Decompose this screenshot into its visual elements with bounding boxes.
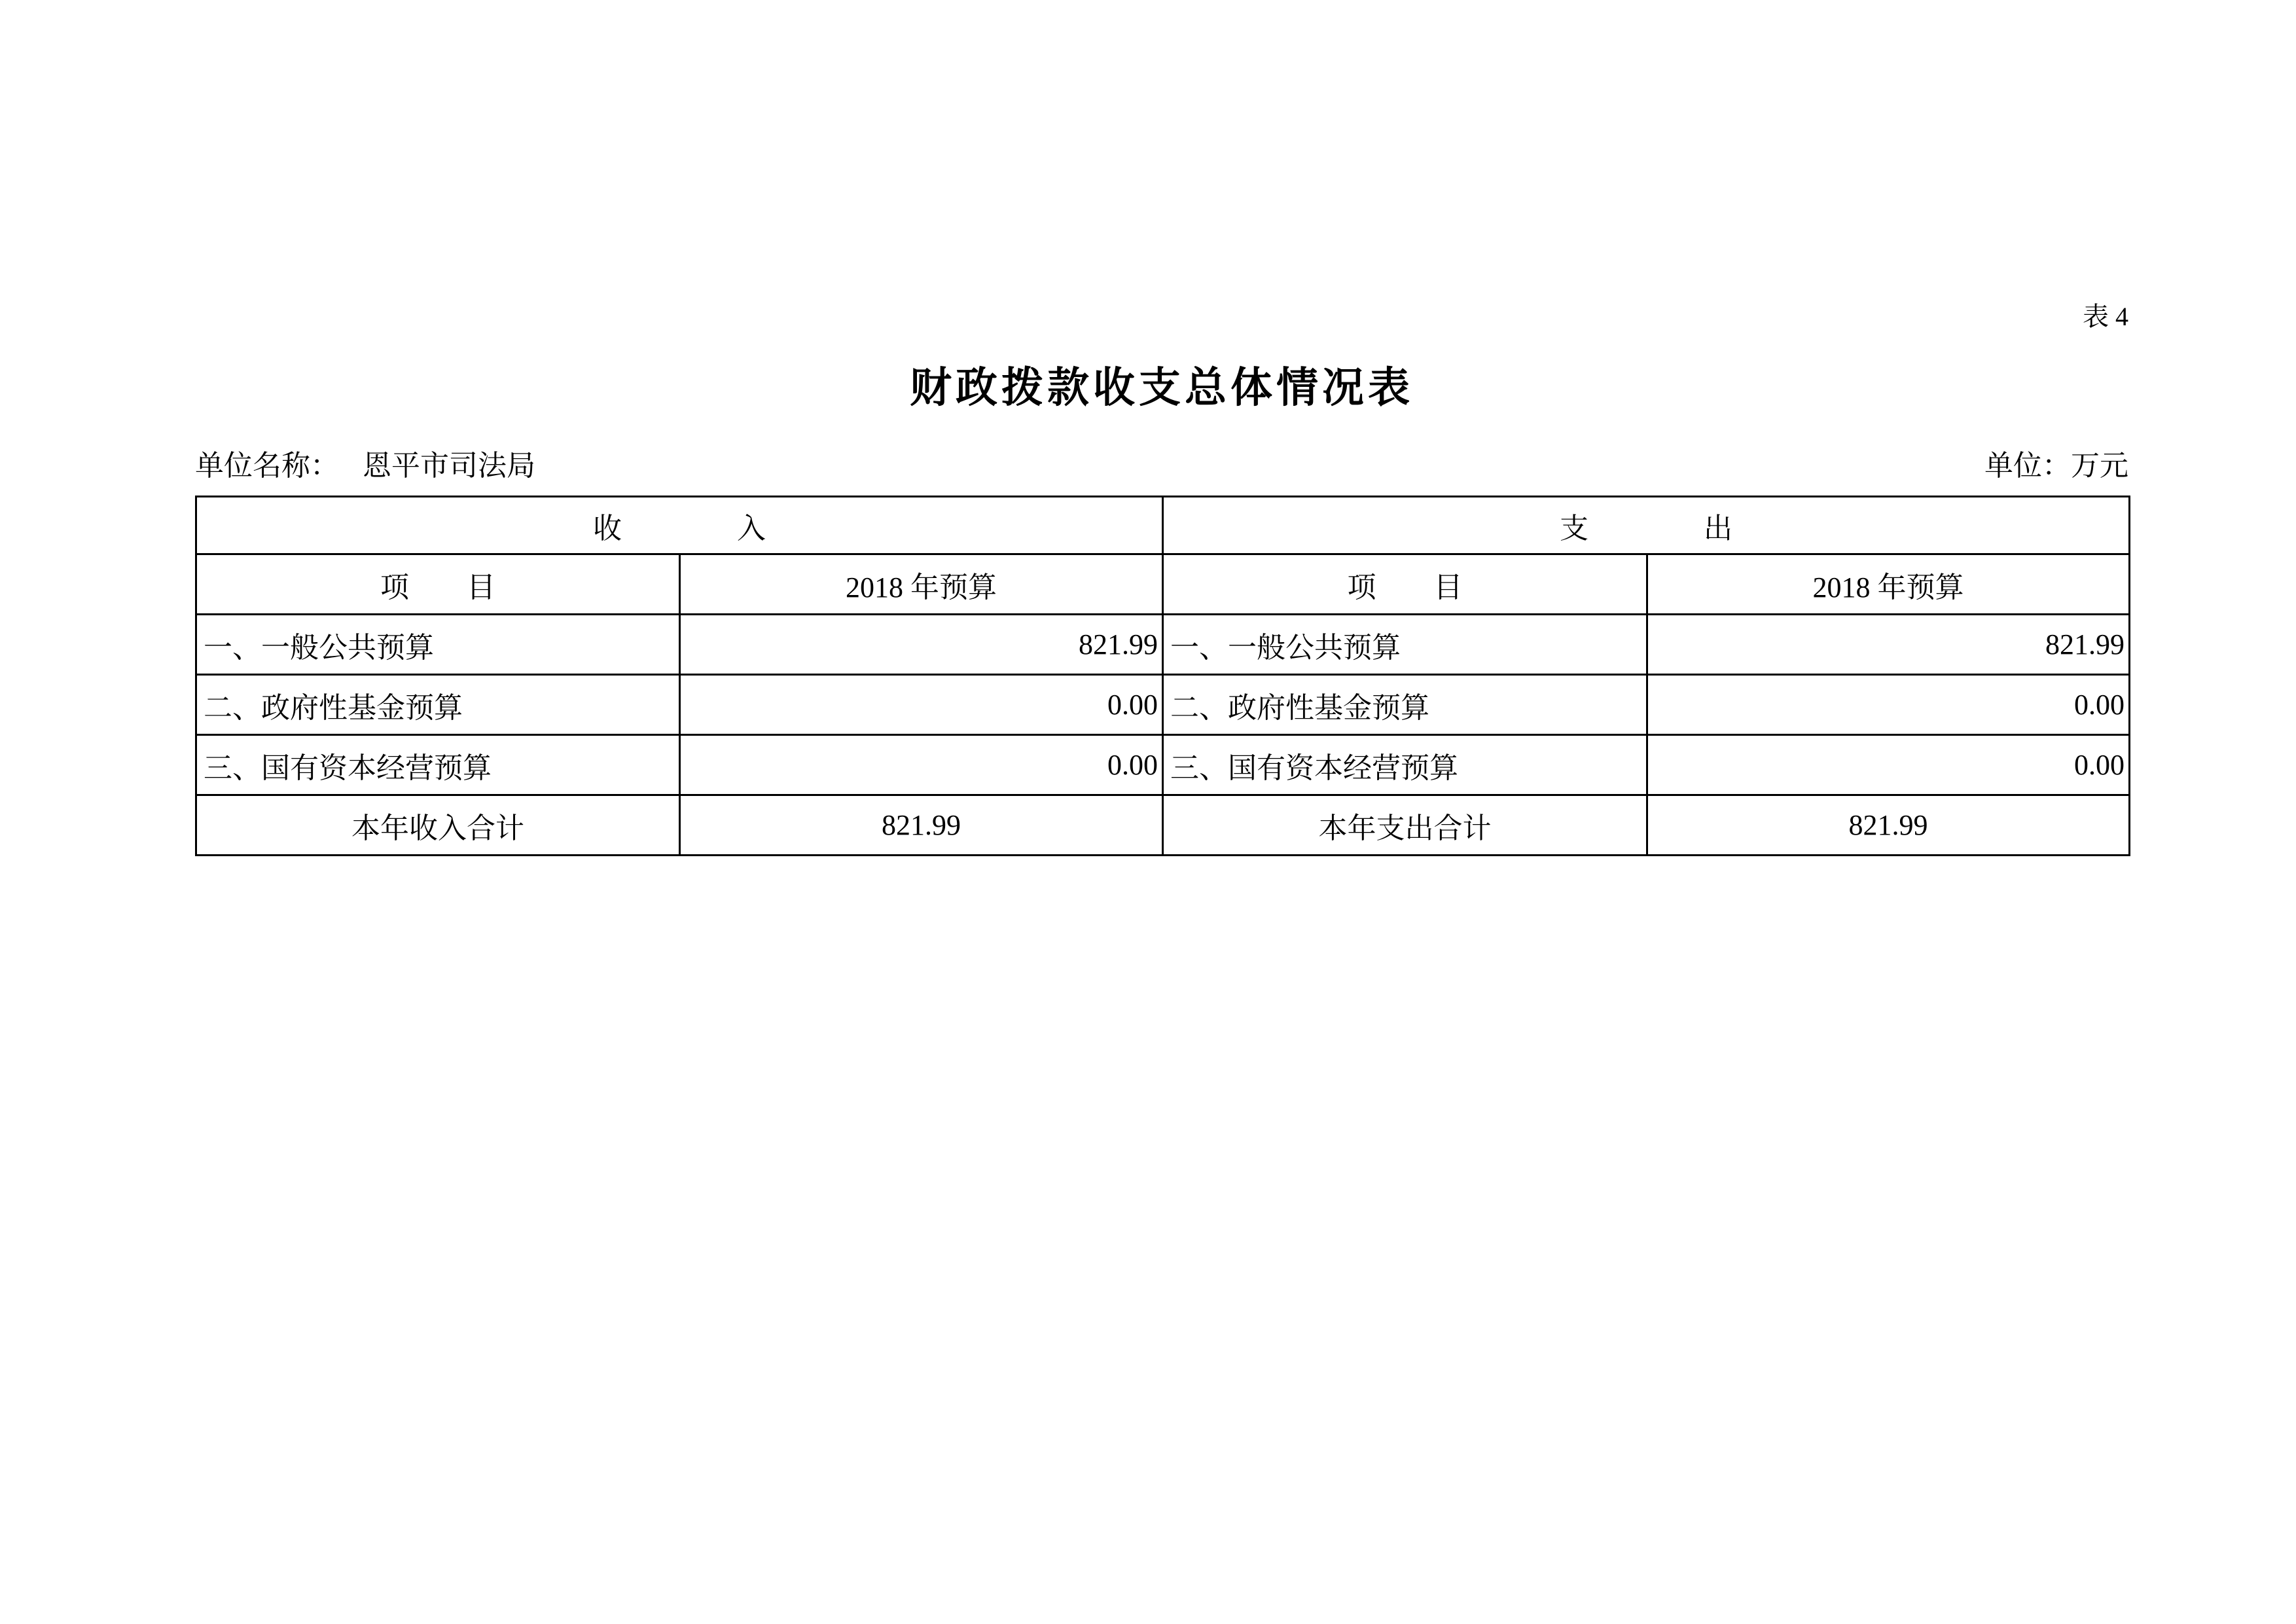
expense-total-value: 821.99: [1647, 795, 2130, 856]
income-value-cell: 0.00: [680, 735, 1163, 795]
column-header-row: [196, 554, 2130, 615]
income-total-label: 本年收入合计: [196, 795, 680, 856]
income-value-cell: 0.00: [680, 675, 1163, 735]
income-total-value: 821.99: [680, 795, 1163, 856]
unit-name-value: 恩平市司法局: [363, 450, 535, 482]
expense-section-header: 支 出: [1163, 497, 2130, 554]
income-value-cell: 821.99: [680, 615, 1163, 675]
expense-item-cell: 一、一般公共预算: [1163, 615, 1647, 675]
expense-value-cell: 0.00: [1647, 735, 2130, 795]
income-item-cell: 二、政府性基金预算: [196, 675, 680, 735]
unit-measure-label: 单位：万元: [1984, 450, 2128, 482]
table-row: [196, 675, 2130, 735]
income-item-cell: 一、一般公共预算: [196, 615, 680, 675]
section-header-row: [196, 497, 2130, 554]
expense-value-cell: 0.00: [1647, 675, 2130, 735]
income-budget-header: 2018 年预算: [680, 554, 1163, 615]
expense-value-cell: 821.99: [1647, 615, 2130, 675]
budget-table: [195, 496, 2130, 856]
income-item-header: 项 目: [196, 554, 680, 615]
total-row: [196, 795, 2130, 856]
expense-item-header: 项 目: [1163, 554, 1647, 615]
table-row: [196, 615, 2130, 675]
expense-item-cell: 三、国有资本经营预算: [1163, 735, 1647, 795]
expense-budget-header: 2018 年预算: [1647, 554, 2130, 615]
income-item-cell: 三、国有资本经营预算: [196, 735, 680, 795]
table-row: [196, 735, 2130, 795]
unit-name-label: 单位名称：: [195, 450, 339, 482]
unit-name-group: [195, 449, 535, 483]
sheet-number-note: 表 4: [2083, 302, 2128, 331]
page-title: 财政拨款收支总体情况表: [910, 365, 1414, 411]
meta-row: [195, 449, 2128, 483]
income-section-header: 收 入: [196, 497, 1163, 554]
expense-item-cell: 二、政府性基金预算: [1163, 675, 1647, 735]
expense-total-label: 本年支出合计: [1163, 795, 1647, 856]
